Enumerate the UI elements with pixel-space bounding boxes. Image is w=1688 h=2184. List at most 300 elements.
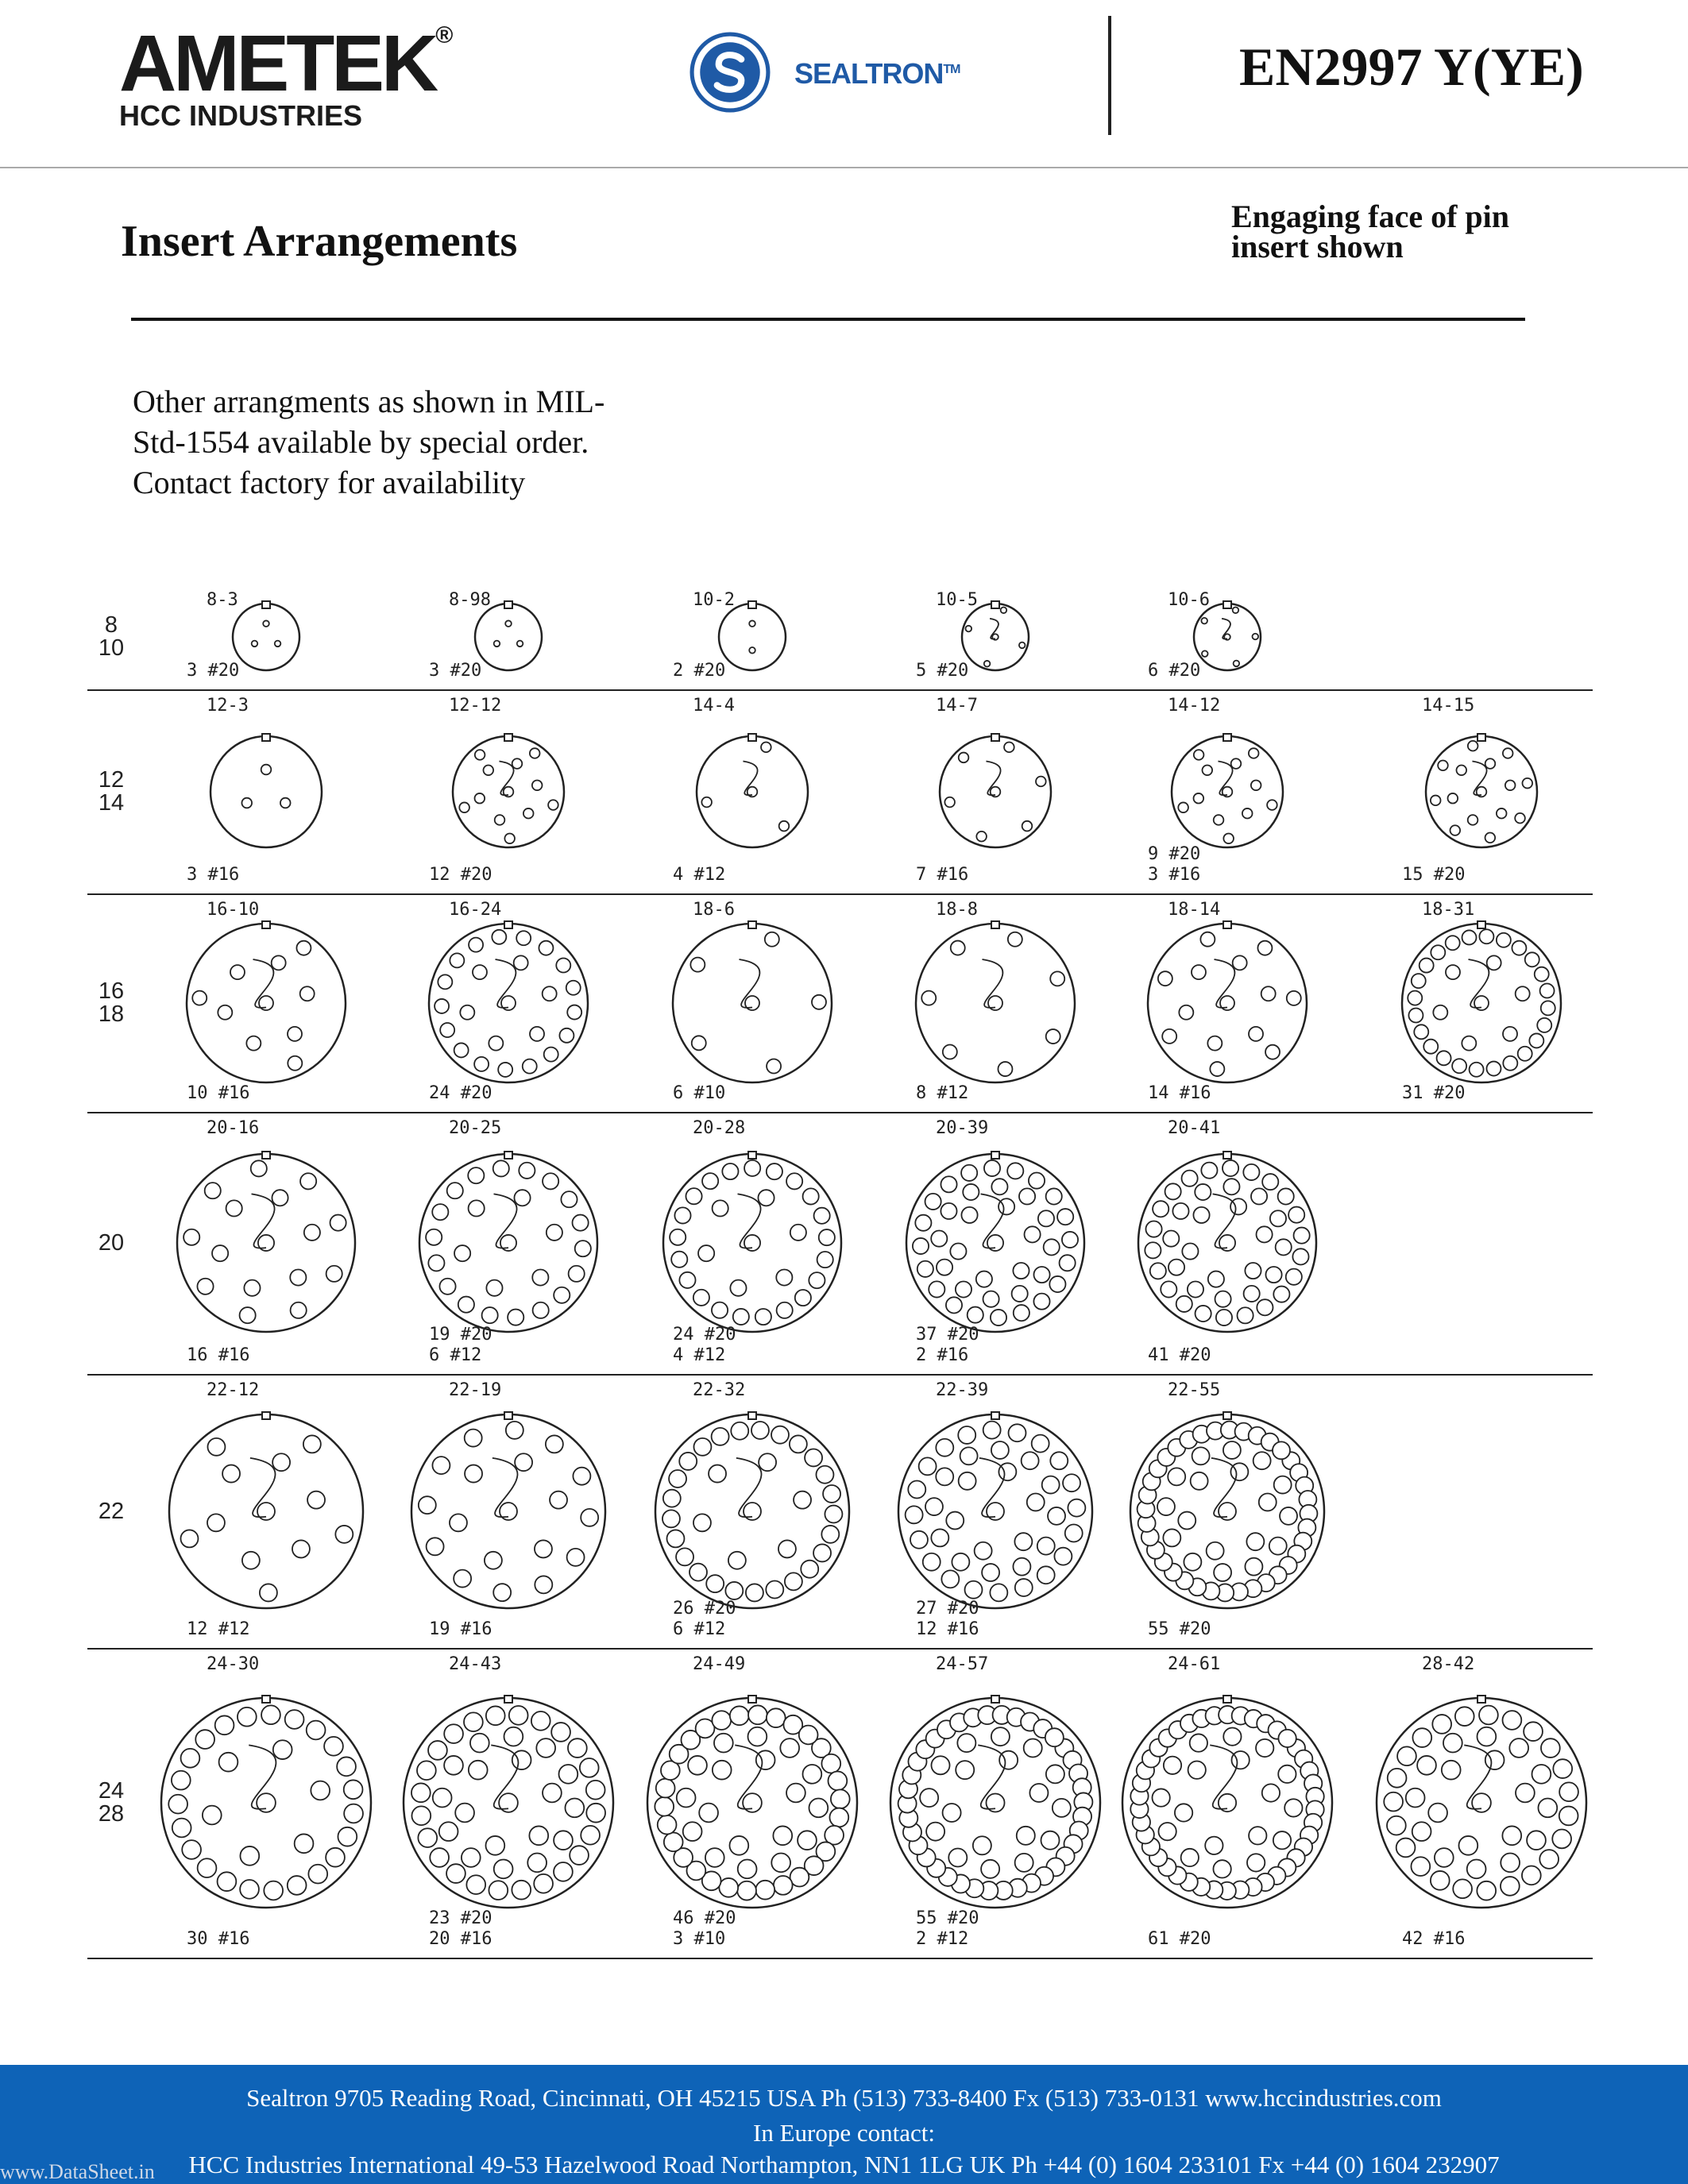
contact-pin bbox=[1262, 1784, 1280, 1801]
contact-pin bbox=[1244, 1286, 1260, 1302]
insert-outline bbox=[475, 604, 542, 670]
registered-mark: ® bbox=[435, 22, 454, 48]
contact-pin bbox=[771, 1853, 790, 1872]
contact-pin bbox=[455, 1804, 474, 1823]
contact-pin bbox=[778, 1540, 796, 1557]
contact-pin bbox=[1432, 1715, 1451, 1734]
contact-pin bbox=[712, 1711, 731, 1730]
insert-face-diagram bbox=[889, 1405, 1102, 1618]
contact-pin bbox=[1188, 1281, 1203, 1297]
contact-pin bbox=[1196, 1306, 1211, 1322]
contact-pin bbox=[1182, 1171, 1198, 1187]
contact-pin bbox=[543, 986, 557, 1001]
contact-pin bbox=[1288, 1207, 1304, 1223]
insert-code: 18-14 bbox=[1168, 900, 1221, 920]
contact-pin bbox=[1261, 986, 1276, 1001]
contact-pin bbox=[300, 1173, 316, 1189]
polarizing-key bbox=[991, 921, 999, 928]
contact-pin bbox=[529, 1826, 548, 1845]
contact-pin bbox=[1163, 1529, 1180, 1546]
insert-code: 14-7 bbox=[936, 696, 978, 716]
contact-pin bbox=[794, 1491, 811, 1508]
contact-pin bbox=[957, 1734, 975, 1752]
contact-pin bbox=[419, 1496, 436, 1514]
insert-contact-count: 6 #20 bbox=[1148, 661, 1201, 681]
contact-pin bbox=[766, 1580, 783, 1598]
polarizing-key bbox=[262, 1412, 270, 1419]
contact-pin bbox=[290, 1269, 306, 1285]
contact-pin bbox=[1535, 967, 1549, 981]
contact-pin bbox=[504, 833, 515, 843]
contact-pin bbox=[731, 1422, 748, 1439]
contact-pin bbox=[435, 998, 449, 1013]
contact-pin bbox=[729, 1836, 748, 1855]
contact-pin bbox=[1179, 1005, 1193, 1019]
contact-pin bbox=[426, 1229, 442, 1245]
insert-code: 16-10 bbox=[207, 900, 260, 920]
contact-pin bbox=[1182, 1244, 1198, 1260]
contact-pin bbox=[1267, 800, 1277, 810]
contact-pin bbox=[264, 1881, 283, 1900]
contact-pin bbox=[1249, 1026, 1263, 1040]
contact-pin bbox=[780, 1738, 799, 1758]
contact-pin bbox=[1455, 1707, 1474, 1726]
contact-pin bbox=[1208, 1271, 1224, 1287]
insert-code: 20-25 bbox=[449, 1118, 502, 1138]
row-size-label-1: 22 bbox=[98, 1498, 125, 1524]
contact-pin bbox=[459, 802, 469, 812]
contact-pin bbox=[671, 1252, 687, 1268]
contact-pin bbox=[246, 1036, 261, 1050]
contact-pin bbox=[1485, 1750, 1505, 1769]
contact-pin bbox=[565, 1799, 584, 1818]
contact-pin bbox=[817, 1252, 833, 1268]
contact-pin bbox=[655, 1797, 674, 1816]
footer-line-3: HCC Industries International 49-53 Hazelwood Road Northampton, NN1 1LG UK Ph +44 (0) 1604 233101 Fx +44 (0) 1604 232907 bbox=[188, 2151, 1500, 2178]
contact-pin bbox=[767, 1708, 786, 1727]
contact-pin bbox=[428, 1741, 447, 1760]
contact-pin bbox=[207, 1437, 225, 1455]
contact-pin bbox=[765, 932, 779, 946]
contact-pin bbox=[1050, 1452, 1068, 1469]
insert-contact-count: 26 #20 6 #12 bbox=[673, 1599, 736, 1639]
contact-pin bbox=[489, 1036, 503, 1050]
contact-pin bbox=[539, 940, 553, 955]
contact-pin bbox=[195, 1730, 214, 1749]
contact-pin bbox=[1414, 1024, 1428, 1039]
contact-pin bbox=[1238, 1307, 1253, 1323]
contact-pin bbox=[814, 1208, 830, 1224]
contact-pin bbox=[495, 815, 505, 825]
contact-pin bbox=[713, 1761, 732, 1780]
contact-pin bbox=[226, 1200, 242, 1216]
contact-pin bbox=[773, 1826, 792, 1845]
contact-pin bbox=[1446, 965, 1460, 979]
contact-pin bbox=[1411, 1857, 1430, 1876]
insert-code: 20-28 bbox=[693, 1118, 746, 1138]
contact-pin bbox=[1022, 1452, 1039, 1469]
contact-pin bbox=[1485, 758, 1496, 769]
insert-face-diagram bbox=[1416, 727, 1547, 857]
contact-pin bbox=[937, 1260, 952, 1275]
contact-pin bbox=[786, 1173, 802, 1189]
contact-pin bbox=[1060, 1255, 1076, 1271]
contact-pin bbox=[1192, 965, 1206, 979]
contact-pin bbox=[326, 1848, 345, 1867]
contact-pin bbox=[776, 1269, 792, 1285]
contact-pin bbox=[959, 752, 969, 762]
contact-pin bbox=[240, 1880, 259, 1899]
contact-pin bbox=[1387, 1816, 1406, 1835]
contact-pin bbox=[1273, 1287, 1289, 1302]
contact-pin bbox=[679, 1452, 697, 1469]
contact-pin bbox=[1223, 833, 1234, 843]
contact-pin bbox=[1013, 1557, 1030, 1575]
insert-face-diagram bbox=[394, 1688, 623, 1917]
contact-pin bbox=[198, 1858, 217, 1877]
contact-pin bbox=[1216, 1310, 1232, 1325]
contact-pin bbox=[546, 1435, 563, 1453]
contact-pin bbox=[543, 1173, 558, 1189]
contact-pin bbox=[324, 1737, 343, 1756]
contact-pin bbox=[733, 1309, 749, 1325]
contact-pin bbox=[1257, 1299, 1273, 1315]
contact-pin bbox=[300, 986, 315, 1001]
contact-pin bbox=[926, 1823, 944, 1841]
contact-pin bbox=[767, 1163, 782, 1179]
contact-pin bbox=[1152, 1788, 1169, 1806]
insert-contact-count: 23 #20 20 #16 bbox=[429, 1908, 492, 1949]
insert-face-diagram bbox=[419, 914, 597, 1092]
watermark: www.DataSheet.in bbox=[0, 2160, 155, 2183]
contact-pin bbox=[569, 1266, 585, 1282]
contact-pin bbox=[929, 1281, 944, 1297]
contact-pin bbox=[530, 1026, 544, 1040]
contact-pin bbox=[417, 1761, 436, 1780]
contact-pin bbox=[669, 1470, 686, 1488]
contact-pin bbox=[728, 1551, 746, 1569]
contact-pin bbox=[1273, 1441, 1290, 1459]
insert-code: 20-39 bbox=[936, 1118, 989, 1138]
contact-pin bbox=[1539, 1850, 1559, 1869]
contact-pin bbox=[1163, 1231, 1179, 1247]
document-code: EN2997 Y(YE) bbox=[1239, 37, 1584, 97]
contact-pin bbox=[920, 1788, 938, 1807]
contact-pin bbox=[946, 1511, 964, 1529]
insert-contact-count: 55 #20 bbox=[1148, 1619, 1211, 1639]
contact-pin bbox=[292, 1540, 310, 1557]
contact-pin bbox=[509, 1706, 528, 1725]
contact-pin bbox=[222, 1464, 240, 1482]
contact-pin bbox=[960, 1447, 978, 1464]
contact-pin bbox=[207, 1514, 225, 1531]
contact-pin bbox=[1251, 1188, 1267, 1204]
polarizing-key bbox=[991, 601, 999, 608]
contact-pin bbox=[658, 1815, 677, 1835]
contact-pin bbox=[1437, 1051, 1451, 1065]
contact-pin bbox=[454, 1043, 469, 1057]
contact-pin bbox=[205, 1183, 221, 1198]
row-size-label-1: 20 bbox=[98, 1230, 125, 1256]
contact-pin bbox=[1245, 1557, 1262, 1575]
insert-code: 14-12 bbox=[1168, 696, 1221, 716]
contact-pin bbox=[1192, 1447, 1210, 1464]
contact-pin bbox=[527, 1853, 547, 1872]
contact-pin bbox=[242, 1551, 260, 1569]
contact-pin bbox=[464, 1712, 483, 1731]
polarizing-key bbox=[262, 601, 270, 608]
contact-pin bbox=[532, 1269, 548, 1285]
contact-pin bbox=[693, 1514, 711, 1531]
contact-pin bbox=[1540, 983, 1555, 997]
contact-pin bbox=[664, 1832, 683, 1851]
contact-pin bbox=[1004, 742, 1014, 752]
contact-pin bbox=[474, 1056, 489, 1071]
contact-pin bbox=[983, 1291, 999, 1307]
contact-pin bbox=[238, 1707, 257, 1727]
row-size-label-1: 16 bbox=[98, 978, 125, 1004]
contact-pin bbox=[308, 1865, 327, 1884]
contact-pin bbox=[482, 1307, 498, 1323]
contact-pin bbox=[983, 1421, 1001, 1438]
contact-pin bbox=[530, 748, 540, 758]
contact-pin bbox=[240, 1307, 256, 1323]
contact-pin bbox=[1384, 1792, 1403, 1812]
contact-pin bbox=[991, 1310, 1006, 1325]
contact-pin bbox=[1223, 1179, 1239, 1194]
contact-pin bbox=[183, 1229, 199, 1245]
contact-pin bbox=[475, 750, 485, 760]
contact-pin bbox=[1246, 1533, 1264, 1550]
insert-contact-count: 24 #20 4 #12 bbox=[673, 1325, 736, 1365]
contact-pin bbox=[1284, 1799, 1302, 1816]
contact-pin bbox=[338, 1827, 357, 1846]
contact-pin bbox=[656, 1779, 675, 1798]
contact-pin bbox=[251, 1160, 267, 1176]
contact-pin bbox=[975, 1542, 992, 1559]
contact-pin bbox=[799, 1726, 818, 1745]
contact-pin bbox=[1477, 1881, 1496, 1900]
insert-code: 22-19 bbox=[449, 1380, 502, 1400]
contact-pin bbox=[1273, 1831, 1291, 1849]
insert-face-diagram bbox=[1162, 727, 1292, 857]
contact-pin bbox=[485, 1551, 502, 1569]
contact-pin bbox=[548, 800, 558, 810]
contact-pin bbox=[1408, 1008, 1423, 1022]
contact-pin bbox=[976, 831, 987, 841]
contact-pin bbox=[1049, 1276, 1065, 1292]
contact-pin bbox=[1515, 812, 1525, 823]
contact-pin bbox=[1431, 945, 1445, 959]
contact-pin bbox=[946, 1297, 962, 1313]
row-size-label-2: 18 bbox=[98, 1001, 125, 1027]
contact-pin bbox=[1157, 1498, 1175, 1515]
contact-pin bbox=[936, 1468, 953, 1485]
contact-pin bbox=[976, 1271, 992, 1287]
insert-face-diagram bbox=[1184, 594, 1270, 680]
insert-code: 14-15 bbox=[1422, 696, 1475, 716]
contact-pin bbox=[981, 1860, 999, 1878]
contact-pin bbox=[1178, 802, 1188, 812]
contact-pin bbox=[991, 1727, 1010, 1746]
contact-pin bbox=[1027, 1493, 1045, 1511]
insert-code: 8-98 bbox=[449, 590, 491, 610]
contact-pin bbox=[1024, 1738, 1042, 1757]
contact-pin bbox=[273, 1740, 292, 1759]
contact-pin bbox=[288, 1055, 302, 1070]
contact-pin bbox=[1467, 1859, 1486, 1878]
insert-contact-count: 4 #12 bbox=[673, 865, 726, 885]
polarizing-key bbox=[1223, 734, 1231, 741]
contact-pin bbox=[439, 1822, 458, 1841]
contact-pin bbox=[790, 1435, 807, 1453]
contact-pin bbox=[725, 1581, 743, 1599]
contact-pin bbox=[1210, 1062, 1224, 1076]
insert-code: 20-41 bbox=[1168, 1118, 1221, 1138]
contact-pin bbox=[450, 1514, 467, 1531]
contact-pin bbox=[1509, 1738, 1528, 1758]
contact-pin bbox=[1017, 1827, 1035, 1845]
contact-pin bbox=[908, 1480, 925, 1498]
contact-pin bbox=[943, 1044, 957, 1059]
contact-pin bbox=[1162, 1028, 1176, 1043]
contact-pin bbox=[712, 1427, 729, 1445]
contact-pin bbox=[182, 1840, 201, 1859]
contact-pin bbox=[1037, 1537, 1055, 1554]
contact-pin bbox=[1013, 1263, 1029, 1279]
contact-pin bbox=[1194, 750, 1204, 760]
insert-outline bbox=[233, 604, 299, 670]
contact-pin bbox=[411, 1783, 431, 1802]
contact-pin bbox=[1541, 1738, 1560, 1758]
contact-pin bbox=[1153, 1201, 1168, 1217]
contact-pin bbox=[1431, 1871, 1450, 1890]
contact-pin bbox=[1438, 760, 1448, 770]
contact-pin bbox=[1200, 932, 1215, 946]
insert-contact-count: 7 #16 bbox=[916, 865, 969, 885]
contact-pin bbox=[1022, 820, 1033, 831]
contact-pin bbox=[779, 820, 790, 831]
insert-code: 10-6 bbox=[1168, 590, 1210, 610]
insert-code: 24-30 bbox=[207, 1654, 260, 1674]
contact-pin bbox=[730, 1280, 746, 1296]
contact-pin bbox=[737, 1881, 756, 1900]
polarizing-key bbox=[262, 1696, 270, 1703]
contact-pin bbox=[272, 1190, 288, 1206]
contact-pin bbox=[1487, 955, 1501, 970]
row-divider bbox=[87, 1648, 1593, 1650]
contact-pin bbox=[485, 1836, 504, 1855]
contact-pin bbox=[468, 1167, 484, 1183]
insert-face-diagram bbox=[654, 1144, 851, 1341]
contact-pin bbox=[1008, 932, 1022, 946]
contact-pin bbox=[558, 1765, 577, 1784]
contact-pin bbox=[1537, 1017, 1551, 1032]
contact-pin bbox=[1397, 1746, 1416, 1765]
contact-pin bbox=[494, 640, 500, 646]
contact-pin bbox=[1172, 1203, 1188, 1219]
contact-pin bbox=[798, 1831, 817, 1850]
contact-pin bbox=[674, 1207, 690, 1223]
contact-pin bbox=[774, 1876, 793, 1895]
contact-pin bbox=[559, 1028, 574, 1042]
insert-contact-count: 15 #20 bbox=[1402, 865, 1466, 885]
contact-pin bbox=[809, 1272, 825, 1288]
contact-pin bbox=[748, 1705, 767, 1724]
insert-face-diagram bbox=[1129, 1144, 1326, 1341]
contact-pin bbox=[212, 1245, 228, 1261]
row-size-label bbox=[91, 980, 131, 1026]
contact-pin bbox=[1029, 1173, 1045, 1189]
row-divider bbox=[87, 689, 1593, 691]
contact-pin bbox=[168, 1795, 187, 1814]
contact-pin bbox=[1044, 1239, 1060, 1255]
contact-pin bbox=[1249, 748, 1259, 758]
contact-pin bbox=[941, 1176, 956, 1192]
contact-pin bbox=[462, 1848, 481, 1867]
contact-pin bbox=[1252, 633, 1258, 639]
contact-pin bbox=[982, 1564, 999, 1581]
contact-pin bbox=[1054, 1547, 1072, 1565]
insert-code: 18-6 bbox=[693, 900, 735, 920]
contact-pin bbox=[517, 640, 523, 646]
row-size-label-1: 12 bbox=[98, 766, 125, 793]
contact-pin bbox=[1525, 952, 1539, 967]
contact-pin bbox=[218, 1005, 232, 1019]
contact-pin bbox=[1184, 1553, 1201, 1570]
contact-pin bbox=[965, 1580, 983, 1598]
row-size-label-2: 14 bbox=[98, 789, 125, 816]
footer-line-1: Sealtron 9705 Reading Road, Cincinnati, OH 45215 USA Ph (513) 733-8400 Fx (513) 733-0131 www.hccindustries.com bbox=[246, 2084, 1442, 2112]
contact-pin bbox=[1019, 1188, 1035, 1204]
row-divider bbox=[87, 1374, 1593, 1376]
contact-pin bbox=[512, 1881, 531, 1900]
contact-pin bbox=[689, 1563, 707, 1580]
polarizing-key bbox=[748, 601, 756, 608]
contact-pin bbox=[550, 1491, 567, 1508]
contact-pin bbox=[1214, 815, 1224, 825]
polarizing-key bbox=[504, 1412, 512, 1419]
insert-code: 24-57 bbox=[936, 1654, 989, 1674]
contact-pin bbox=[1458, 1836, 1477, 1855]
insert-face-diagram bbox=[709, 594, 795, 680]
contact-pin bbox=[1502, 1826, 1521, 1845]
contact-pin bbox=[1014, 1305, 1029, 1321]
contact-pin bbox=[516, 931, 531, 945]
contact-pin bbox=[1161, 1281, 1176, 1297]
contact-pin bbox=[803, 1188, 819, 1204]
contact-pin bbox=[1435, 1848, 1454, 1867]
contact-pin bbox=[450, 953, 464, 967]
contact-pin bbox=[821, 1525, 839, 1542]
contact-pin bbox=[1015, 1854, 1033, 1872]
contact-pin bbox=[244, 1280, 260, 1296]
contact-pin bbox=[1431, 795, 1441, 805]
contact-pin bbox=[998, 1062, 1012, 1076]
contact-pin bbox=[936, 1438, 953, 1456]
contact-pin bbox=[1205, 1837, 1223, 1854]
contact-pin bbox=[536, 1738, 555, 1758]
contact-pin bbox=[1423, 1039, 1438, 1053]
contact-pin bbox=[663, 1489, 681, 1507]
contact-pin bbox=[968, 1307, 983, 1323]
contact-pin bbox=[218, 1872, 237, 1891]
contact-pin bbox=[261, 764, 272, 774]
insert-face-diagram bbox=[687, 727, 817, 857]
insert-contact-count: 12 #20 bbox=[429, 865, 492, 885]
contact-pin bbox=[984, 660, 991, 666]
insert-face-diagram bbox=[1113, 1688, 1342, 1917]
